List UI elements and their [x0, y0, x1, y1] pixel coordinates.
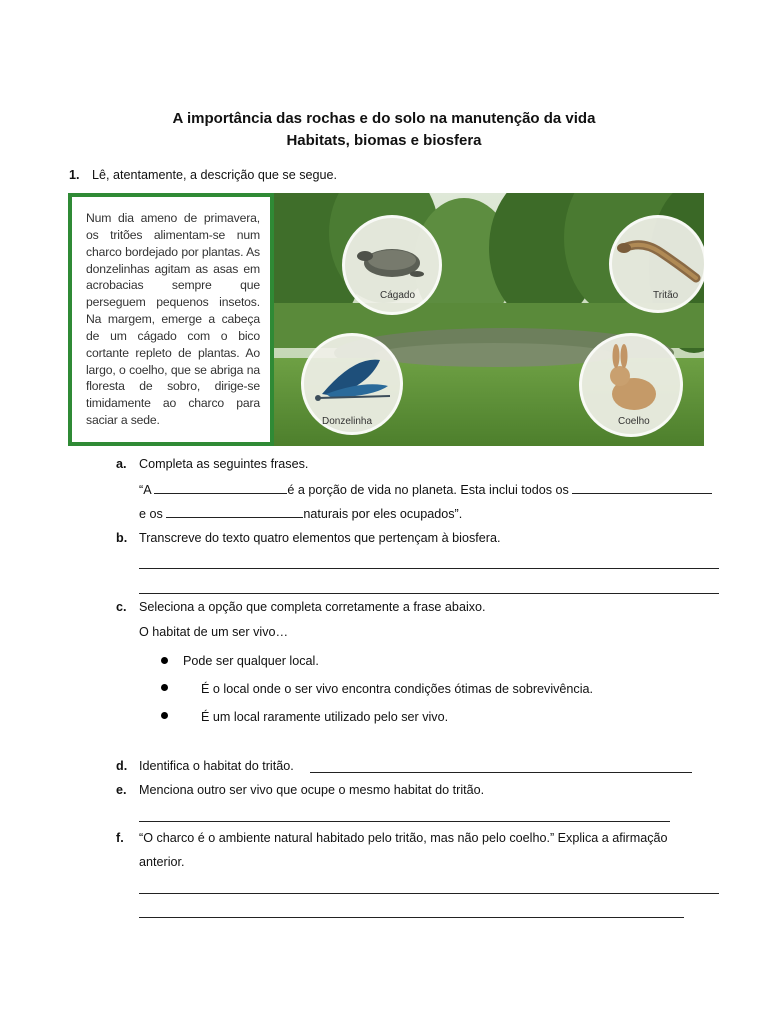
item-d-text: Identifica o habitat do tritão.: [139, 759, 294, 773]
item-e-letter: e.: [116, 783, 127, 797]
item-f-text-line2: anterior.: [139, 855, 185, 869]
illustration-figure: [68, 193, 704, 446]
description-text: Num dia ameno de primavera, os tritões alimentam-se num charco bordejado por plantas. As donzelinhas agitam as asas em acrobacias sempre que perseguem pequenos insetos. Na margem, emerge a cabeça de um cágado com o bico cortante repleto de plantas. Ao largo, o coelho, que se abriga na floresta de sobro, dirige-se timidamente ao charco para saciar a sede.: [86, 211, 260, 428]
item-c-letter: c.: [116, 600, 127, 614]
question-number: 1.: [69, 168, 80, 182]
item-a-letter: a.: [116, 457, 127, 471]
bullet-icon: [161, 712, 168, 719]
option-3[interactable]: É um local raramente utilizado pelo ser vivo.: [201, 710, 449, 724]
donzelinha-circle: [301, 333, 403, 435]
item-a-sentence-1: [139, 482, 712, 497]
item-a-s1-part1: “A: [139, 483, 151, 497]
item-d-letter: d.: [116, 759, 128, 773]
cagado-label: Cágado: [380, 290, 416, 301]
option-1[interactable]: Pode ser qualquer local.: [183, 654, 319, 668]
tritao-label: Tritão: [653, 290, 679, 301]
fill-blank-3[interactable]: [166, 506, 303, 518]
option-2[interactable]: É o local onde o ser vivo encontra condições ótimas de sobrevivência.: [201, 682, 594, 696]
bullet-icon: [161, 684, 168, 691]
item-e-text: Menciona outro ser vivo que ocupe o mesmo habitat do tritão.: [139, 783, 485, 797]
answer-line-f1[interactable]: [139, 893, 719, 894]
fill-blank-2[interactable]: [572, 482, 712, 494]
pond-scene: [274, 193, 704, 446]
item-b-text: Transcreve do texto quatro elementos que pertençam à biosfera.: [139, 531, 501, 545]
page-title: A importância das rochas e do solo na manutenção da vida: [172, 110, 596, 127]
item-b-letter: b.: [116, 531, 128, 545]
item-f-letter: f.: [116, 831, 124, 845]
fill-blank-1[interactable]: [154, 482, 287, 494]
question-instruction: Lê, atentamente, a descrição que se segue.: [92, 168, 338, 182]
cagado-circle: [342, 215, 442, 315]
donzelinha-label: Donzelinha: [322, 416, 373, 427]
item-a-sentence-2: [139, 506, 462, 521]
item-f-text-line1: “O charco é o ambiente natural habitado pelo tritão, mas não pelo coelho.” Explica a afirmação: [139, 831, 668, 845]
item-a-text: Completa as seguintes frases.: [139, 457, 309, 471]
coelho-label: Coelho: [618, 416, 650, 427]
bullet-icon: [161, 657, 168, 664]
item-c-stem: O habitat de um ser vivo…: [139, 625, 289, 639]
answer-line-f2[interactable]: [139, 917, 684, 918]
item-c-text: Seleciona a opção que completa corretamente a frase abaixo.: [139, 600, 486, 614]
answer-line-d[interactable]: [310, 772, 692, 773]
item-a-s2-part1: e os: [139, 507, 163, 521]
answer-line-b2[interactable]: [139, 593, 719, 594]
answer-line-e[interactable]: [139, 821, 670, 822]
item-a-s2-part2: naturais por eles ocupados”.: [303, 507, 463, 521]
tritao-circle: [609, 215, 704, 313]
item-a-s1-part2: é a porção de vida no planeta. Esta inclui todos os: [287, 483, 569, 497]
description-textbox: [68, 193, 274, 446]
answer-line-b1[interactable]: [139, 568, 719, 569]
coelho-circle: [579, 333, 683, 437]
page-subtitle: Habitats, biomas e biosfera: [286, 132, 482, 149]
